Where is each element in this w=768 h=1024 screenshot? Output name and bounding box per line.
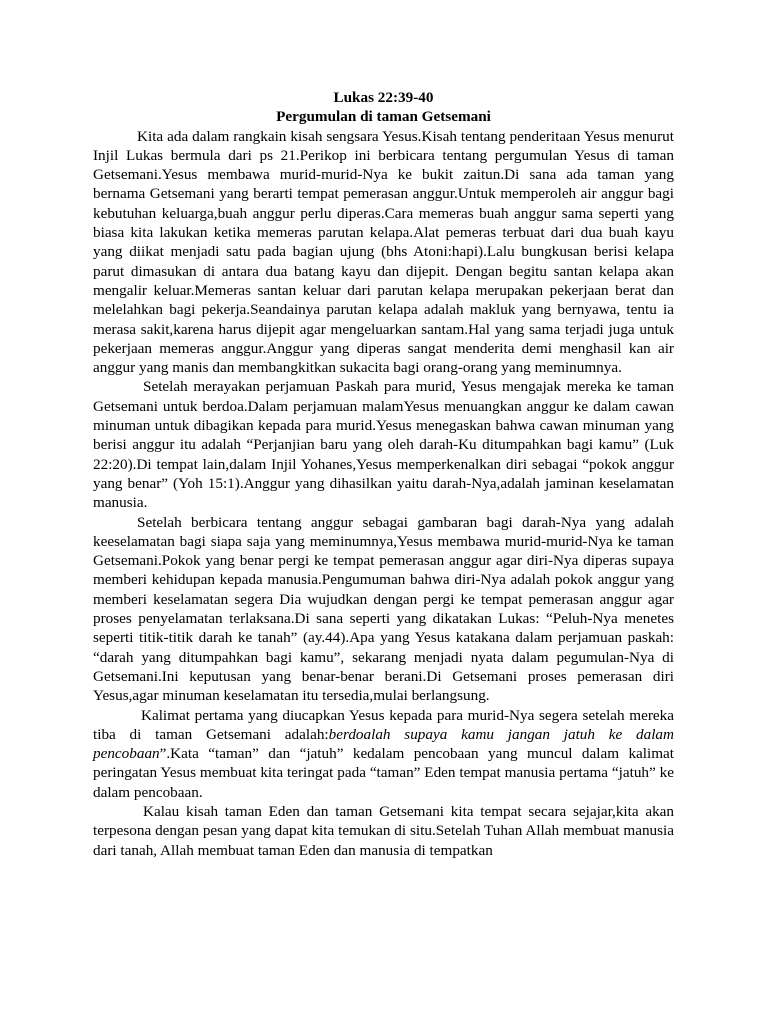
document-subheading: Pergumulan di taman Getsemani xyxy=(276,108,491,126)
paragraph-4-text-after: ”.Kata “taman” dan “jatuh” kedalam pencobaan yang muncul dalam kalimat peringatan Yesus membuat kita teringat pada “taman” Eden tempat manusia pertama “jatuh” ke dalam pencobaan. xyxy=(93,745,674,801)
document-page xyxy=(93,88,674,860)
paragraph-4-text-before: Kalimat pertama yang diucapkan Yesus kepada para murid-Nya segera setelah mereka tiba di taman Getsemani adalah: xyxy=(93,706,674,743)
paragraph-3: Setelah berbicara tentang anggur sebagai gambaran bagi darah-Nya yang adalah keeselamatan bagi siapa saja yang meminumnya,Yesus membawa murid-murid-Nya ke taman Getsemani.Pokok yang benar pergi ke tempat pemerasan anggur agar diri-Nya diperas supaya memberi kehidupan kepada manusia.Pengumuman bahwa diri-Nya adalah pokok anggur yang memberi keselamatan segera Dia wujudkan dengan pergi ke tempat pemerasan anggur agar proses penyelamatan terlaksana.Di sana seperti yang dikatakan Lukas: “Peluh-Nya menetes seperti titik-titik darah ke tanah” (ay.44).Apa yang Yesus katakana dalam perjamuan paskah: “darah yang ditumpahkan bagi kamu”, sekarang menjadi nyata dalam pegumulan-Nya di Getsemani.Ini keputusan yang benar-benar berani.Di Getsemani proses pemerasan diri Yesus,agar minuman keselamatan itu tersedia,mulai berlangsung. xyxy=(93,513,674,705)
paragraph-4-italic-quote: berdoalah supaya kamu jangan jatuh ke dalam pencobaan xyxy=(93,725,674,763)
paragraph-5: Kalau kisah taman Eden dan taman Getsemani kita tempat secara sejajar,kita akan terpesona dengan pesan yang dapat kita temukan di situ.Setelah Tuhan Allah membuat manusia dari tanah, Allah membuat taman Eden dan manusia di tempatkan xyxy=(93,802,674,859)
paragraph-1: Kita ada dalam rangkain kisah sengsara Yesus.Kisah tentang penderitaan Yesus menurut Injil Lukas bermula dari ps 21.Perikop ini berbicara tentang pergumulan Yesus di taman Getsemani.Yesus membawa murid-murid-Nya ke bukit zaitun.Di sana ada taman yang bernama Getsemani yang berarti tempat pemerasan anggur.Untuk memperoleh air anggur bagi kebutuhan keluarga,buah anggur perlu diperas.Cara memeras buah anggur sama seperti yang biasa kita lakukan ketika memeras parutan kelapa.Alat pemeras terbuat dari dua buah kayu yang diikat menjadi satu pada bagian ujung (bhs Atoni:hapi).Lalu bungkusan berisi kelapa parut dimasukan di antara dua batang kayu dan dijepit. Dengan begitu santan kelapa akan mengalir keluar.Memeras santan keluar dari parutan kelapa merupakan pekerjaan berat dan melelahkan bagi pekerja.Seandainya parutan kelapa adalah makluk yang bernyawa, tentu ia merasa sakit,karena harus dijepit agar mengeluarkan santam.Hal yang sama terjadi juga untuk pekerjaan memeras anggur.Anggur yang diperas sangat menderita demi menghasil kan air anggur yang manis dan membangkitkan sukacita bagi orang-orang yang meminumnya. xyxy=(93,127,674,377)
paragraph-4 xyxy=(93,706,674,802)
document-heading: Lukas 22:39-40 xyxy=(333,89,434,106)
paragraph-2: Setelah merayakan perjamuan Paskah para murid, Yesus mengajak mereka ke taman Getsemani untuk berdoa.Dalam perjamuan malamYesus menuangkan anggur ke dalam cawan minuman untuk dibagikan kepada para murid.Yesus menegaskan bahwa cawan minuman yang berisi anggur itu adalah “Perjanjian baru yang oleh darah-Ku ditumpahkan bagi kamu” (Luk 22:20).Di tempat lain,dalam Injil Yohanes,Yesus memperkenalkan diri sebagai “pokok anggur yang benar” (Yoh 15:1).Anggur yang dihasilkan yaitu darah-Nya,adalah jaminan keselamatan manusia. xyxy=(93,378,674,512)
